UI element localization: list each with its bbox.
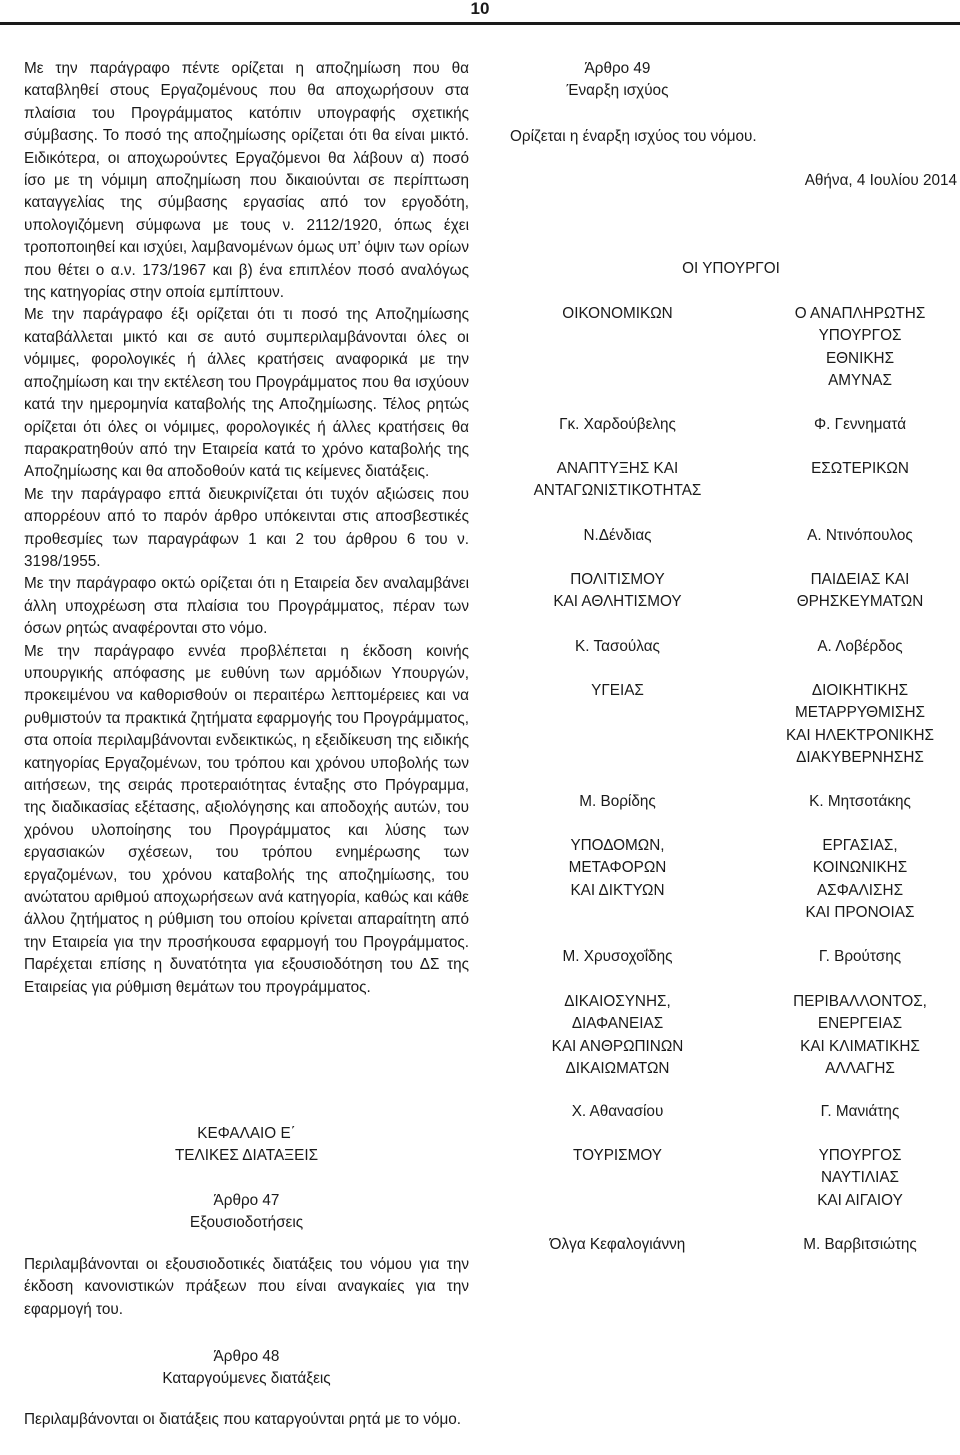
- minister-entry-right: Φ. Γεννηματά: [813, 416, 907, 433]
- minister-entry-right: Ο ΑΝΑΠΛΗΡΩΤΗΣ ΥΠΟΥΡΓΟΣ ΕΘΝΙΚΗΣ ΑΜΥΝΑΣ: [794, 305, 926, 390]
- left-column: [24, 58, 469, 999]
- minister-entry-left: Χ. Αθανασίου: [571, 1103, 664, 1120]
- article-title: Καταργούμενες διατάξεις: [162, 1370, 331, 1388]
- minister-entry-left: Κ. Τασούλας: [575, 638, 660, 655]
- minister-entry-right: Μ. Βαρβιτσιώτης: [803, 1236, 917, 1253]
- minister-entry-left: Μ. Βορίδης: [579, 793, 656, 810]
- page-number: 10: [470, 0, 490, 18]
- article-title: Εξουσιοδοτήσεις: [189, 1214, 304, 1232]
- minister-entry-right: Α. Λοβέρδος: [817, 638, 903, 655]
- minister-entry-right: ΠΕΡΙΒΑΛΛΟΝΤΟΣ, ΕΝΕΡΓΕΙΑΣ ΚΑΙ ΚΛΙΜΑΤΙΚΗΣ ΑΛΛΑΓΗΣ: [793, 993, 927, 1078]
- minister-entry-right: Γ. Βρούτσης: [818, 948, 902, 965]
- minister-entry-left: ΟΙΚΟΝΟΜΙΚΩΝ: [562, 305, 673, 322]
- article-title: Έναρξη ισχύος: [566, 82, 669, 100]
- signature-date: Αθήνα, 4 Ιουλίου 2014: [804, 172, 957, 189]
- paragraph: Με την παράγραφο πέντε ορίζεται η αποζημίωση που θα καταβληθεί στους Εργαζομένους που θα αποχωρήσουν στα πλαίσια του Προγράμματος κατόπιν υπογραφής σχετικής σύμβασης. Το ποσό της αποζημίωσης ορίζεται ότι θα είναι μικτό. Ειδικότερα, οι αποχωρούντες Εργαζόμενοι θα λάβουν α) ποσό ίσο με τη νόμιμη αποζημίωση που δικαιούνται σε περίπτωση καταγγελίας της σύμβασης εργασίας από τον εργοδότη, υπολογιζόμενη σύμφωνα με τους ν. 2112/1920, όπως έχει τροποποιηθεί και ισχύει, λαμβανομένων όμως υπ’ όψιν των ορίων που θέτει ο α.ν. 173/1967 και β) ένα επιπλέον ποσό αναλόγως της κατηγορίας στην οποία εμπίπτουν.: [24, 60, 469, 302]
- article-48-text: Περιλαμβάνονται οι διατάξεις που καταργούνται ρητά με το νόμο.: [24, 1411, 462, 1428]
- minister-entry-right: ΔΙΟΙΚΗΤΙΚΗΣ ΜΕΤΑΡΡΥΘΜΙΣΗΣ ΚΑΙ ΗΛΕΚΤΡΟΝΙΚΗΣ ΔΙΑΚΥΒΕΡΝΗΣΗΣ: [785, 682, 935, 767]
- article-number: Άρθρο 48: [213, 1348, 280, 1365]
- header-rule: [0, 22, 960, 25]
- chapter-label: ΚΕΦΑΛΑΙΟ Ε΄: [197, 1125, 296, 1142]
- minister-entry-left: ΥΓΕΙΑΣ: [591, 682, 644, 699]
- minister-entry-left: Όλγα Κεφαλογιάννη: [549, 1236, 686, 1253]
- minister-entry-left: Γκ. Χαρδούβελης: [559, 416, 676, 433]
- minister-entry-right: ΠΑΙΔΕΙΑΣ ΚΑΙ ΘΡΗΣΚΕΥΜΑΤΩΝ: [796, 571, 924, 611]
- article-number: Άρθρο 49: [584, 60, 651, 77]
- article-49-heading: [505, 58, 957, 103]
- minister-entry-right: Α. Ντινόπουλος: [807, 527, 913, 544]
- article-47-text: Περιλαμβάνονται οι εξουσιοδοτικές διατάξεις του νόμου για την έκδοση κανονιστικών πράξεων που είναι αναγκαίες για την εφαρμογή του.: [24, 1256, 469, 1318]
- minister-entry-left: Μ. Χρυσοχοΐδης: [562, 948, 673, 965]
- minister-entry-right: Κ. Μητσοτάκης: [809, 793, 911, 810]
- paragraph: Με την παράγραφο οκτώ ορίζεται ότι η Εταιρεία δεν αναλαμβάνει άλλη υποχρέωση στα πλαίσια του Προγράμματος, πέραν των όσων ρητώς αναφέρονται στο νόμο.: [24, 575, 469, 638]
- minister-entry-right: ΕΡΓΑΣΙΑΣ, ΚΟΙΝΩΝΙΚΗΣ ΑΣΦΑΛΙΣΗΣ ΚΑΙ ΠΡΟΝΟΙΑΣ: [805, 837, 915, 922]
- article-49-text: Ορίζεται η έναρξη ισχύος του νόμου.: [510, 128, 757, 145]
- minister-entry-left: ΔΙΚΑΙΟΣΥΝΗΣ, ΔΙΑΦΑΝΕΙΑΣ ΚΑΙ ΑΝΘΡΩΠΙΝΩΝ ΔΙΚΑΙΩΜΑΤΩΝ: [551, 993, 684, 1078]
- minister-entry-left: Ν.Δένδιας: [583, 527, 652, 544]
- minister-entry-right: ΥΠΟΥΡΓΟΣ ΝΑΥΤΙΛΙΑΣ ΚΑΙ ΑΙΓΑΙΟΥ: [817, 1147, 903, 1209]
- article-47-heading: [24, 1190, 469, 1235]
- paragraph: Με την παράγραφο εννέα προβλέπεται η έκδοση κοινής υπουργικής απόφασης με ευθύνη των αρμόδιων Υπουργών, προκειμένου να καθορισθούν οι περαιτέρω λεπτομέρειες και να ρυθμιστούν τα πρακτικά ζητήματα εφαρμογής του Προγράμματος, στα οποία περιλαμβάνονται ενδεικτικώς, η εξειδίκευση της ειδικής κατηγορίας Εργαζομένων, του τρόπου και χρόνου υποβολής των αιτήσεων, της σειράς προτεραιότητας ένταξης στο Πρόγραμμα, της διαδικασίας εξέτασης, αξιολόγησης και αποδοχής αυτών, του χρόνου υλοποίησης του Προγράμματος και λύσης των εργασιακών σχέσεων, του τρόπου ενημέρωσης των εργαζομένων, του χρόνου καταβολής της αποζημίωσης, του ανώτατου αριθμού αποχωρήσεων ανά κατηγορία, καθώς και κάθε άλλου ζητήματος η ρύθμιση του οποίου κρίνεται απαραίτητη από την Εταιρεία για την προσήκουσα εφαρμογή του Προγράμματος. Παρέχεται επίσης η δυνατότητα για εξουσιοδότηση του ΔΣ της Εταιρείας για ρύθμιση θεμάτων του προγράμματος.: [24, 642, 469, 996]
- minister-entry-left: ΑΝΑΠΤΥΞΗΣ ΚΑΙ ΑΝΤΑΓΩΝΙΣΤΙΚΟΤΗΤΑΣ: [533, 460, 702, 500]
- paragraph: Με την παράγραφο έξι ορίζεται ότι τι ποσό της Αποζημίωσης καταβάλλεται μικτό και σε αυτό συμπεριλαμβάνονται όλες οι νόμιμες, φορολογικές ή άλλες κρατήσεις αναφορικά με την αποζημίωση και την εκτέλεση του Προγράμματος που θα ισχύουν κατά την ημερομηνία καταβολής της Αποζημίωσης. Τέλος ρητώς ορίζεται ότι όλες οι νόμιμες, φορολογικές ή άλλες κρατήσεις θα παρακρατηθούν από την Εταιρεία κατά το χρόνο καταβολής της Αποζημίωσης και θα αποδοθούν κατά τις κείμενες διατάξεις.: [24, 306, 469, 481]
- chapter-heading: [24, 1123, 469, 1168]
- minister-entry-right: Γ. Μανιάτης: [820, 1103, 900, 1120]
- minister-entry-left: ΤΟΥΡΙΣΜΟΥ: [573, 1147, 662, 1164]
- minister-entry-left: ΥΠΟΔΟΜΩΝ, ΜΕΤΑΦΟΡΩΝ ΚΑΙ ΔΙΚΤΥΩΝ: [568, 837, 667, 899]
- ministers-heading: ΟΙ ΥΠΟΥΡΓΟΙ: [682, 260, 780, 277]
- chapter-title: ΤΕΛΙΚΕΣ ΔΙΑΤΑΞΕΙΣ: [174, 1147, 319, 1165]
- article-48-heading: [24, 1346, 469, 1391]
- paragraph: Με την παράγραφο επτά διευκρινίζεται ότι τυχόν αξιώσεις που απορρέουν από το παρόν άρθρο υπόκεινται στις αποσβεστικές προθεσμίες των παραγράφων 1 και 2 του άρθρου 6 του ν. 3198/1955.: [24, 485, 469, 570]
- minister-entry-left: ΠΟΛΙΤΙΣΜΟΥ ΚΑΙ ΑΘΛΗΤΙΣΜΟΥ: [553, 571, 682, 611]
- article-number: Άρθρο 47: [213, 1192, 280, 1209]
- minister-entry-right: ΕΣΩΤΕΡΙΚΩΝ: [811, 460, 909, 477]
